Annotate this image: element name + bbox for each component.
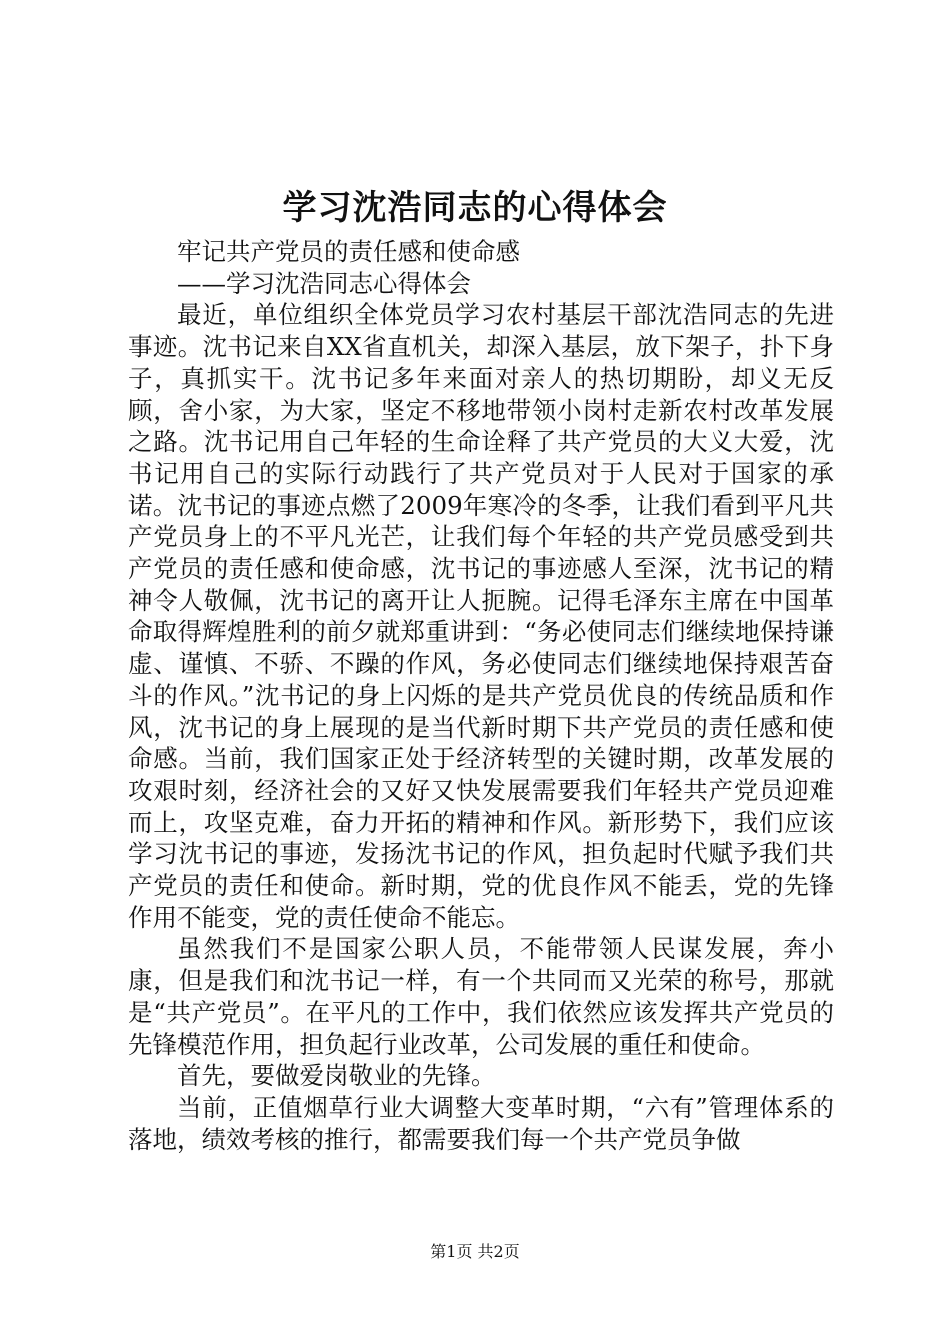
body-paragraph: 当前，正值烟草行业大调整大变革时期，“六有”管理体系的落地，绩效考核的推行，都需要我们每一个共产党员争做	[128, 1092, 834, 1154]
subtitle-line: ——学习沈浩同志心得体会	[177, 268, 471, 298]
body-paragraph: 首先，要做爱岗敬业的先锋。	[177, 1061, 496, 1091]
body-paragraph: 虽然我们不是国家公职人员，不能带领人民谋发展，奔小康，但是我们和沈书记一样，有一个共同而又光荣的称号，那就是“共产党员”。在平凡的工作中，我们依然应该发挥共产党员的先锋模范作用，担负起行业改革，公司发展的重任和使命。	[128, 934, 834, 1059]
body-paragraph: 最近，单位组织全体党员学习农村基层干部沈浩同志的先进事迹。沈书记来自XX省直机关，却深入基层，放下架子，扑下身子，真抓实干。沈书记多年来面对亲人的热切期盼，却义无反顾，舍小家，为大家，坚定不移地带领小岗村走新农村改革发展之路。沈书记用自己年轻的生命诠释了共产党员的大义大爱，沈书记用自己的实际行动践行了共产党员对于人民对于国家的承诺。沈书记的事迹点燃了2009年寒冷的冬季，让我们看到平凡共产党员身上的不平凡光芒，让我们每个年轻的共产党员感受到共产党员的责任感和使命感，沈书记的事迹感人至深，沈书记的精神令人敬佩，沈书记的离开让人扼腕。记得毛泽东主席在中国革命取得辉煌胜利的前夕就郑重讲到：“务必使同志们继续地保持谦虚、谨慎、不骄、不躁的作风，务必使同志们继续地保持艰苦奋斗的作风。”沈书记的身上闪烁的是共产党员优良的传统品质和作风，沈书记的身上展现的是当代新时期下共产党员的责任感和使命感。当前，我们国家正处于经济转型的关键时期，改革发展的攻艰时刻，经济社会的又好又快发展需要我们年轻共产党员迎难而上，攻坚克难，奋力开拓的精神和作风。新形势下，我们应该学习沈书记的事迹，发扬沈书记的作风，担负起时代赋予我们共产党员的责任和使命。新时期，党的优良作风不能丢，党的先锋作用不能变，党的责任使命不能忘。	[128, 300, 834, 932]
subtitle-line: 牢记共产党员的责任感和使命感	[177, 237, 520, 266]
page-number-footer: 第1页 共2页	[430, 1242, 520, 1261]
document-body	[128, 236, 834, 1155]
document-title: 学习沈浩同志的心得体会	[282, 188, 668, 228]
